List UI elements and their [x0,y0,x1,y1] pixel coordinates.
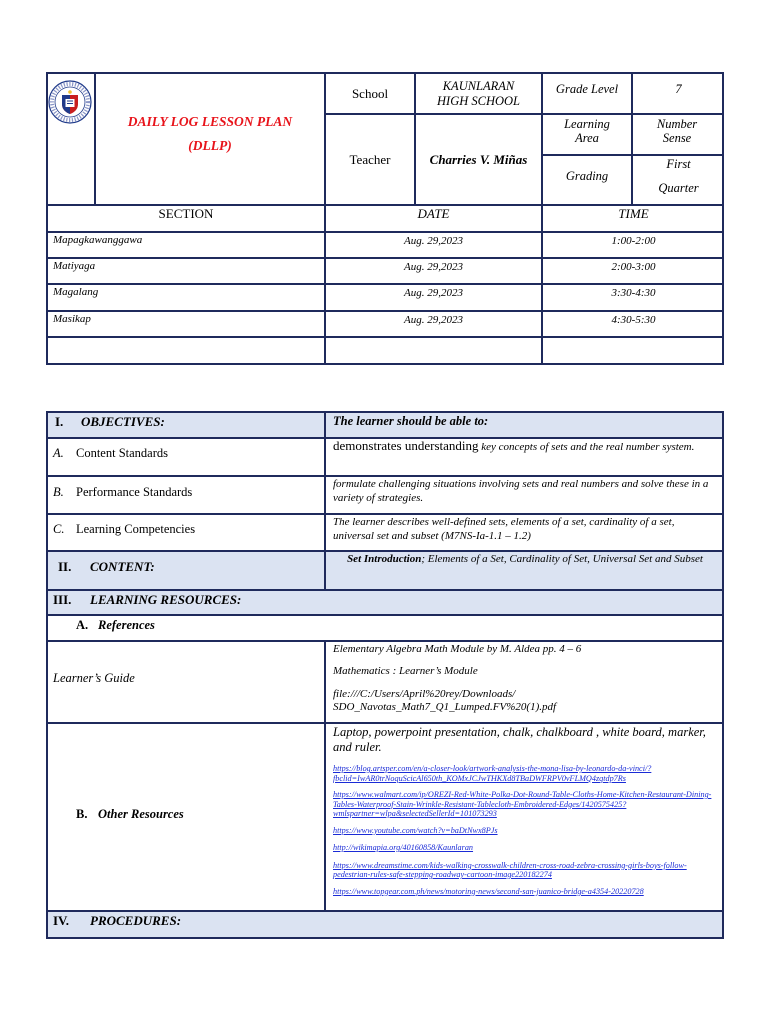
resource-link[interactable]: https://www.walmart.com/ip/OREZI-Red-White-Polka-Dot-Round-Table-Cloths-Home-Kitchen-Restaurant-Dining-Tables-Waterproof-Stain-Wrinkle-Resistant-Tablecloth-Embroidered-Edges/1420575425?wmlspartner=wlpa&selectedSellerId=101073293 [333,790,712,818]
resource-link[interactable]: https://blog.artsper.com/en/a-closer-look/artwork-analysis-the-mona-lisa-by-leonardo-da-vinci/?fbclid=IwAR0trNoquScicAl650th_KOMxJCJwTHKXd8TBaDWFRPV0vFLMQ4zqtdp7Rs [333,764,652,783]
resource-link[interactable]: https://www.dreamstime.com/kids-walking-crosswalk-children-cross-road-zebra-crossing-girls-boys-follow-pedestrian-rules-safe-stepping-roadway-cartoon-image220182274 [333,860,687,879]
table-row-section: Matiyaga [53,260,96,272]
learning-area-label: Learning Area [564,116,610,145]
learners-guide-label: Learner’s Guide [53,671,135,685]
content-standards-num: A. [53,446,64,460]
table-row-section: Masikap [53,313,91,325]
learners-guide-line: SDO_Navotas_Math7_Q1_Lumped.FV%20(1).pdf [333,701,557,713]
content-standards-text [333,439,717,454]
objectives-heading: OBJECTIVES: [81,414,165,429]
objectives-num: I. [55,414,64,429]
content-text [333,553,717,567]
col-section: SECTION [158,206,214,221]
content-standards-rest: key concepts of sets and the real number system. [478,441,695,453]
learners-guide-line: file:///C:/Users/April%20rey/Downloads/ [333,688,516,700]
table-row-date: Aug. 29,2023 [404,287,463,299]
links-list [333,764,717,896]
competencies-text: The learner describes well-defined sets, elements of a set, cardinality of a set, universal set and subset (M7NS-Ia-1.1 – 1.2) [333,516,675,542]
grading-value-1: First [666,156,691,171]
performance-standards-text: formulate challenging situations involving sets and real numbers and solve these in a variety of strategies. [333,478,709,504]
table-row-time: 2:00-3:00 [611,261,656,273]
resource-link[interactable]: http://wikimapia.org/40160858/Kaunlaran [333,843,474,852]
content-num: II. [58,559,72,574]
objectives-intro: The learner should be able to: [333,414,489,428]
table-row-section: Magalang [53,286,99,298]
grading-label: Grading [565,168,609,183]
table-row-time: 3:30-4:30 [611,287,656,299]
procedures-heading: PROCEDURES: [90,913,182,928]
teacher-value: Charries V. Miñas [429,151,528,167]
table-row-date: Aug. 29,2023 [404,261,463,273]
school-value: KAUNLARAN HIGH SCHOOL [437,78,520,108]
content-rest: ; Elements of a Set, Cardinality of Set, Universal Set and Subset [421,553,703,565]
col-date: DATE [417,206,450,221]
learning-area-value: Number Sense [656,116,698,145]
performance-standards-label: Performance Standards [76,485,193,499]
grade-level-value: 7 [675,82,682,96]
procedures-num: IV. [53,913,70,928]
deped-seal-icon [48,80,92,124]
content-bold: Set Introduction [347,553,422,565]
grading-value-2: Quarter [658,180,699,195]
resource-link[interactable]: https://www.topgear.com.ph/news/motoring-news/second-san-juanico-bridge-a4354-20220728 [333,886,644,896]
other-resources-text: Laptop, powerpoint presentation, chalk, chalkboard , white board, marker, and ruler. [333,725,706,754]
teacher-label: Teacher [349,151,391,167]
learners-guide-line: Elementary Algebra Math Module by M. Aldea pp. 4 – 6 [333,643,582,655]
page-title: DAILY LOG LESSON PLAN [127,114,293,129]
page-subtitle: (DLLP) [188,138,232,153]
resource-link[interactable]: https://www.youtube.com/watch?v=baDtNwx8PJs [333,825,498,835]
competencies-num: C. [53,522,65,536]
competencies-label: Learning Competencies [76,522,196,536]
performance-standards-num: B. [53,485,64,499]
col-time: TIME [618,206,649,221]
resources-heading: LEARNING RESOURCES: [90,592,242,607]
table-row-date: Aug. 29,2023 [404,235,463,247]
table-row-date: Aug. 29,2023 [404,314,463,326]
content-standards-label: Content Standards [76,446,169,460]
other-resources-label: Other Resources [98,807,184,821]
school-label: School [351,85,389,101]
learners-guide-line: Mathematics : Learner’s Module [333,665,478,677]
table-row-time: 4:30-5:30 [611,314,656,326]
table-row-time: 1:00-2:00 [611,235,656,247]
resources-num: III. [53,592,72,607]
content-heading: CONTENT: [90,559,155,574]
other-resources-num: B. [76,807,88,821]
table-row-section: Mapagkawanggawa [53,234,143,246]
references-heading: References [98,618,155,632]
references-num: A. [76,618,89,632]
content-standards-lead: demonstrates understanding [333,438,479,453]
grade-level-label: Grade Level [555,82,619,96]
